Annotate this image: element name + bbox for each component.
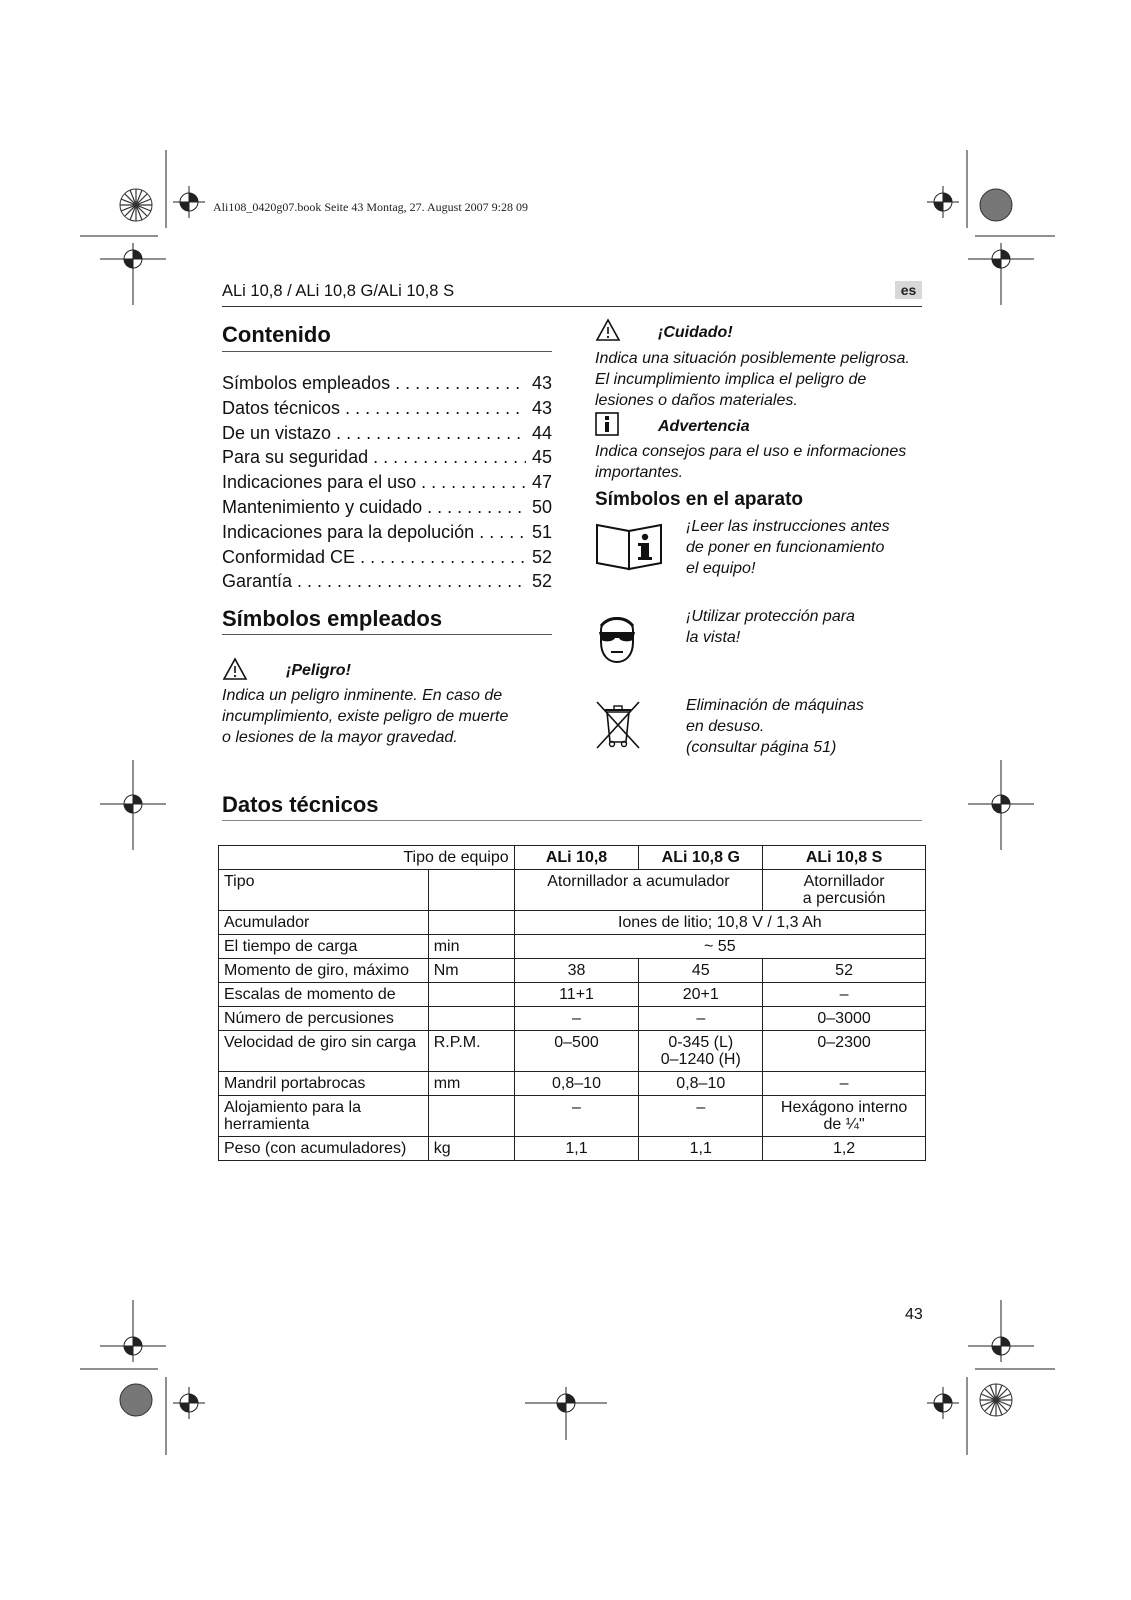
table-row bbox=[219, 959, 926, 983]
table-row bbox=[219, 1031, 926, 1072]
toc-entry-label: De un vistazo . . . bbox=[222, 421, 526, 446]
page-number: 43 bbox=[905, 1306, 923, 1323]
language-badge: es bbox=[895, 281, 922, 299]
caution-title: ¡Cuidado! bbox=[658, 324, 733, 341]
danger-title: ¡Peligro! bbox=[286, 662, 351, 679]
print-slug: Ali108_0420g07.book Seite 43 Montag, 27. August 2007 9:28 09 bbox=[213, 200, 528, 214]
table-row bbox=[219, 935, 926, 959]
table-row bbox=[219, 1137, 926, 1161]
advice-title: Advertencia bbox=[658, 418, 750, 435]
row-label: El tiempo de carga bbox=[219, 935, 429, 959]
toc-entry bbox=[222, 545, 552, 570]
row-unit bbox=[428, 911, 514, 935]
table-cell: – bbox=[514, 1096, 639, 1137]
table-row bbox=[219, 911, 926, 935]
toc-entry bbox=[222, 421, 552, 446]
disposal-text: Eliminación de máquinas en desuso. (consultar página 51) bbox=[686, 697, 864, 756]
toc-entry bbox=[222, 371, 552, 396]
table-row bbox=[219, 983, 926, 1007]
table-cell: 0-345 (L) 0–1240 (H) bbox=[639, 1031, 763, 1072]
table-row bbox=[219, 870, 926, 911]
symbols-used-heading: Símbolos empleados bbox=[222, 606, 443, 631]
header-cell: ALi 10,8 G bbox=[639, 846, 763, 870]
tech-data-heading: Datos técnicos bbox=[222, 792, 379, 817]
table-row bbox=[219, 1007, 926, 1031]
table-cell: ~ 55 bbox=[514, 935, 925, 959]
toc-entry bbox=[222, 569, 552, 594]
row-unit bbox=[428, 983, 514, 1007]
read-manual-text: ¡Leer las instrucciones antes de poner en funcionamiento el equipo! bbox=[686, 518, 890, 577]
row-label: Alojamiento para la herramienta bbox=[219, 1096, 429, 1137]
row-unit: kg bbox=[428, 1137, 514, 1161]
toc-entry-page: 51 bbox=[531, 521, 552, 542]
toc-entry-label: Garantía . . . bbox=[222, 569, 526, 594]
toc-entry-page: 52 bbox=[531, 571, 552, 592]
safety-goggles-icon bbox=[595, 608, 639, 664]
table-cell: – bbox=[763, 983, 926, 1007]
header-cell: ALi 10,8 S bbox=[763, 846, 926, 870]
table-cell: 20+1 bbox=[639, 983, 763, 1007]
danger-text: Indica un peligro inminente. En caso de incumplimiento, existe peligro de muerte o lesiones de la mayor gravedad. bbox=[222, 687, 509, 746]
symbols-used-rule bbox=[222, 634, 552, 635]
toc-entry bbox=[222, 396, 552, 421]
contents-heading: Contenido bbox=[222, 322, 331, 347]
table-cell: Atornillador a percusión bbox=[763, 870, 926, 911]
toc-entry bbox=[222, 470, 552, 495]
row-label: Número de percusiones bbox=[219, 1007, 429, 1031]
table-cell: 0–3000 bbox=[763, 1007, 926, 1031]
table-cell: – bbox=[639, 1096, 763, 1137]
toc-entry bbox=[222, 445, 552, 470]
manual-book-icon bbox=[595, 521, 665, 571]
row-label: Momento de giro, máximo bbox=[219, 959, 429, 983]
toc-entry-page: 43 bbox=[531, 373, 552, 393]
table-of-contents bbox=[222, 371, 552, 594]
row-unit bbox=[428, 1007, 514, 1031]
caution-text: Indica una situación posiblemente peligrosa. El incumplimiento implica el peligro de lesiones o daños materiales. bbox=[595, 350, 910, 409]
table-cell: 0–500 bbox=[514, 1031, 639, 1072]
row-label: Mandril portabrocas bbox=[219, 1072, 429, 1096]
toc-entry-label: Símbolos empleados . . . bbox=[222, 371, 526, 396]
row-label: Tipo bbox=[219, 870, 429, 911]
toc-entry-page: 44 bbox=[531, 422, 552, 443]
toc-entry bbox=[222, 495, 552, 520]
row-unit bbox=[428, 1096, 514, 1137]
table-cell: 45 bbox=[639, 959, 763, 983]
header-rule bbox=[222, 306, 922, 307]
table-cell: 0–2300 bbox=[763, 1031, 926, 1072]
row-label: Peso (con acumuladores) bbox=[219, 1137, 429, 1161]
header-cell: Tipo de equipo bbox=[219, 846, 515, 870]
row-label: Velocidad de giro sin carga bbox=[219, 1031, 429, 1072]
warning-triangle-icon bbox=[222, 657, 248, 681]
row-label: Acumulador bbox=[219, 911, 429, 935]
toc-entry-page: 47 bbox=[531, 472, 552, 493]
table-cell: 0,8–10 bbox=[639, 1072, 763, 1096]
table-cell: 52 bbox=[763, 959, 926, 983]
toc-entry bbox=[222, 520, 552, 545]
table-cell: 11+1 bbox=[514, 983, 639, 1007]
row-unit: R.P.M. bbox=[428, 1031, 514, 1072]
row-unit: mm bbox=[428, 1072, 514, 1096]
row-unit bbox=[428, 870, 514, 911]
toc-entry-label: Mantenimiento y cuidado . . . bbox=[222, 495, 526, 520]
tech-data-table bbox=[218, 845, 926, 1161]
table-cell: Iones de litio; 10,8 V / 1,3 Ah bbox=[514, 911, 925, 935]
toc-entry-page: 43 bbox=[531, 397, 552, 418]
table-cell: – bbox=[514, 1007, 639, 1031]
crossed-bin-icon bbox=[595, 700, 641, 750]
eye-protection-text: ¡Utilizar protección para la vista! bbox=[686, 608, 855, 646]
table-cell: 1,1 bbox=[639, 1137, 763, 1161]
table-row bbox=[219, 1072, 926, 1096]
device-symbols-heading: Símbolos en el aparato bbox=[595, 489, 803, 510]
toc-entry-label: Datos técnicos . . . bbox=[222, 396, 526, 421]
table-row bbox=[219, 1096, 926, 1137]
contents-rule bbox=[222, 351, 552, 352]
row-unit: Nm bbox=[428, 959, 514, 983]
toc-entry-label: Indicaciones para la depolución . . . bbox=[222, 520, 526, 545]
header-cell: ALi 10,8 bbox=[514, 846, 639, 870]
table-cell: Hexágono interno de ¼" bbox=[763, 1096, 926, 1137]
toc-entry-label: Para su seguridad . . . bbox=[222, 445, 526, 470]
toc-entry-page: 45 bbox=[531, 447, 552, 468]
table-cell: Atornillador a acumulador bbox=[514, 870, 763, 911]
row-unit: min bbox=[428, 935, 514, 959]
table-cell: 38 bbox=[514, 959, 639, 983]
toc-entry-label: Indicaciones para el uso . . . bbox=[222, 470, 526, 495]
info-i-icon bbox=[595, 412, 619, 436]
toc-entry-page: 50 bbox=[531, 496, 552, 517]
advice-text: Indica consejos para el uso e informaciones importantes. bbox=[595, 443, 907, 481]
caution-triangle-icon bbox=[595, 318, 621, 342]
tech-data-rule bbox=[222, 820, 922, 821]
table-cell: 1,1 bbox=[514, 1137, 639, 1161]
table-cell: 0,8–10 bbox=[514, 1072, 639, 1096]
table-cell: 1,2 bbox=[763, 1137, 926, 1161]
page-header-title: ALi 10,8 / ALi 10,8 G/ALi 10,8 S bbox=[222, 282, 455, 300]
table-cell: – bbox=[763, 1072, 926, 1096]
row-label: Escalas de momento de bbox=[219, 983, 429, 1007]
table-cell: – bbox=[639, 1007, 763, 1031]
toc-entry-page: 52 bbox=[531, 546, 552, 567]
table-header-row bbox=[219, 846, 926, 870]
toc-entry-label: Conformidad CE . . . bbox=[222, 545, 526, 570]
